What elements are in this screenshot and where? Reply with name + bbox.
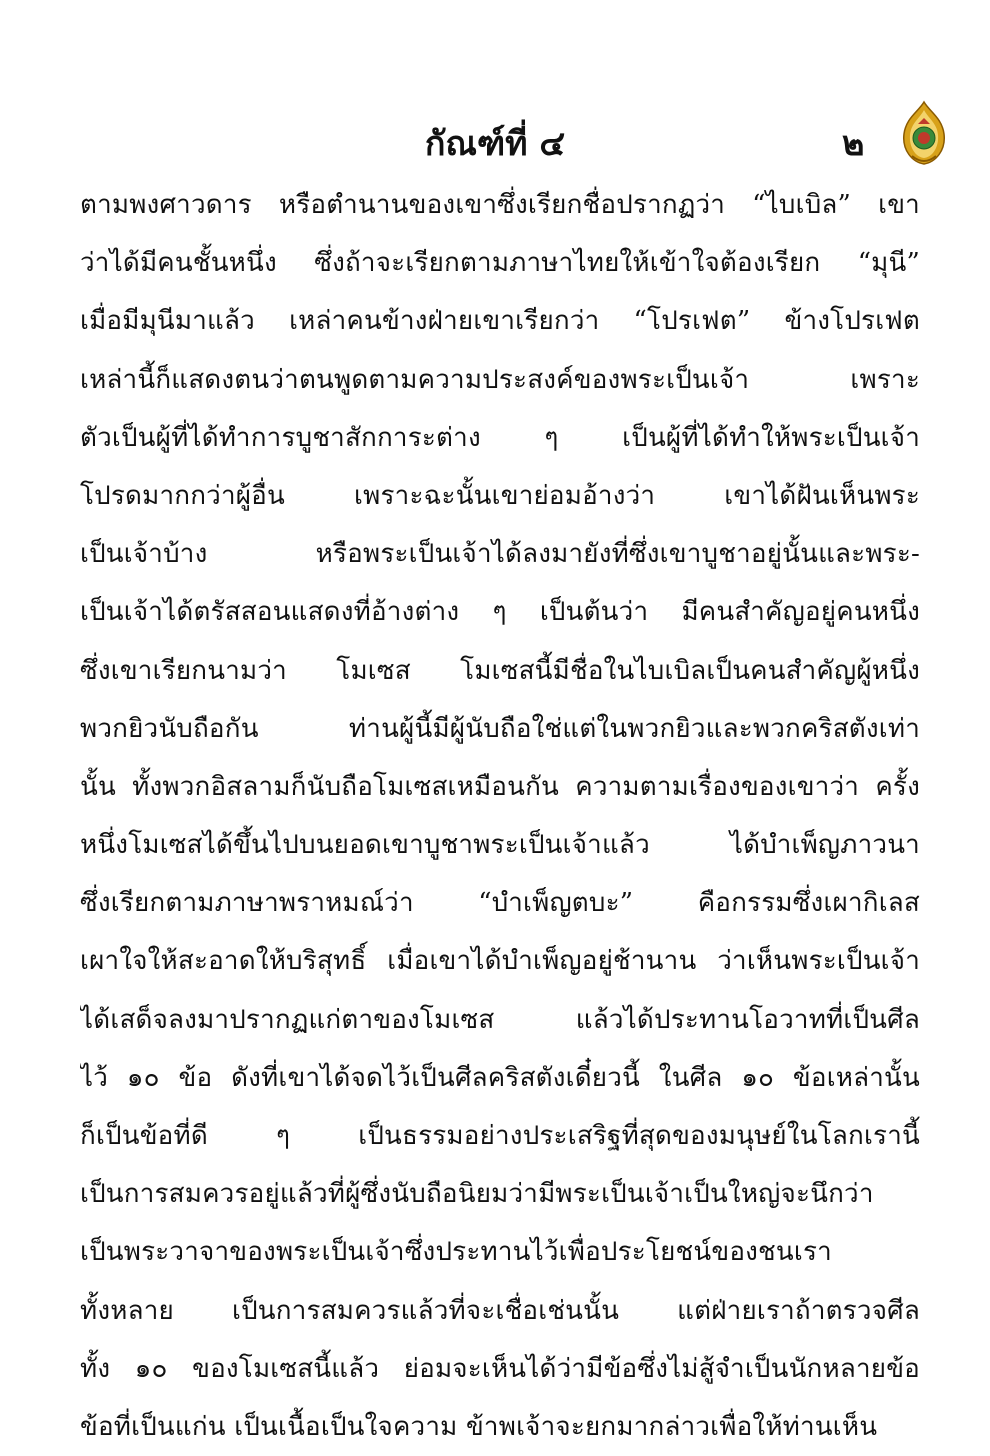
page-number: ๒ [842,124,865,164]
text-line: ตามพงศาวดาร หรือตำนานของเขาซึ่งเรียกชื่อปรากฏว่า “ไบเบิล” เขา [80,190,920,220]
text-line: หนึ่งโมเซสได้ขึ้นไปบนยอดเขาบูชาพระเป็นเจ้าแล้ว ได้บำเพ็ญภาวนา [80,830,920,861]
text-line: เป็นเจ้าบ้าง หรือพระเป็นเจ้าได้ลงมายังที่ซึ่งเขาบูชาอยู่นั้นและพระ- [80,539,920,570]
body-text [80,176,920,1456]
text-line: เมื่อมีมุนีมาแล้ว เหล่าคนข้างฝ่ายเขาเรียกว่า “โปรเฟต” ข้างโปรเฟต [80,306,920,337]
text-line: ได้เสด็จลงมาปรากฏแก่ตาของโมเซส แล้วได้ประทานโอวาทที่เป็นศีล [80,1004,920,1035]
text-line: ซึ่งเขาเรียกนามว่า โมเซส โมเซสนี้มีชื่อในไบเบิลเป็นคนสำคัญผู้หนึ่ง [80,655,920,686]
text-line: นั้น ทั้งพวกอิสลามก็นับถือโมเซสเหมือนกัน ความตามเรื่องของเขาว่า ครั้ง [80,771,920,802]
text-line: ไว้ ๑๐ ข้อ ดังที่เขาได้จดไว้เป็นศีลคริสตังเดี๋ยวนี้ ในศีล ๑๐ ข้อเหล่านั้น [80,1062,920,1093]
text-line: เป็นเจ้าได้ตรัสสอนแสดงที่อ้างต่าง ๆ เป็นต้นว่า มีคนสำคัญอยู่คนหนึ่ง [80,597,920,628]
text-line: ข้อที่เป็นแก่น เป็นเนื้อเป็นใจความ ข้าพเจ้าจะยกมากล่าวเพื่อให้ท่านเห็น [80,1411,878,1442]
text-line: โปรดมากกว่าผู้อื่น เพราะฉะนั้นเขาย่อมอ้างว่า เขาได้ฝันเห็นพระ [80,480,920,511]
text-line: ว่าได้มีคนชั้นหนึ่ง ซึ่งถ้าจะเรียกตามภาษาไทยให้เข้าใจต้องเรียก “มุนี” [80,248,920,279]
text-line: พวกยิวนับถือกัน ท่านผู้นี้มีผู้นับถือใช่แต่ในพวกยิวและพวกคริสตังเท่า [80,713,920,744]
text-line: ตัวเป็นผู้ที่ได้ทำการบูชาสักการะต่าง ๆ เป็นผู้ที่ได้ทำให้พระเป็นเจ้า [80,422,920,453]
text-line: ทั้งหลาย เป็นการสมควรแล้วที่จะเชื่อเช่นนั้น แต่ฝ่ายเราถ้าตรวจศีล [80,1295,920,1326]
text-line: เหล่านี้ก็แสดงตนว่าตนพูดตามความประสงค์ของพระเป็นเจ้า เพราะ [80,364,920,395]
text-line: ทั้ง ๑๐ ของโมเซสนี้แล้ว ย่อมจะเห็นได้ว่ามีข้อซึ่งไม่สู้จำเป็นนักหลายข้อ [80,1353,920,1384]
chapter-title: กัณฑ์ที่ ๔ [424,124,566,164]
text-line: เผาใจให้สะอาดให้บริสุทธิ์ เมื่อเขาได้บำเพ็ญอยู่ช้านาน ว่าเห็นพระเป็นเจ้า [80,946,920,977]
text-line: ก็เป็นข้อที่ดี ๆ เป็นธรรมอย่างประเสริฐที่สุดของมนุษย์ในโลกเรานี้ [80,1121,920,1151]
text-line: เป็นพระวาจาของพระเป็นเจ้าซึ่งประทานไว้เพื่อประโยชน์ของชนเรา [80,1237,832,1268]
text-line: ซึ่งเรียกตามภาษาพราหมณ์ว่า “บำเพ็ญตบะ” คือกรรมซึ่งเผากิเลส [80,888,920,919]
text-line: เป็นการสมควรอยู่แล้วที่ผู้ซึ่งนับถือนิยมว่ามีพระเป็นเจ้าเป็นใหญ่จะนึกว่า [80,1179,874,1210]
